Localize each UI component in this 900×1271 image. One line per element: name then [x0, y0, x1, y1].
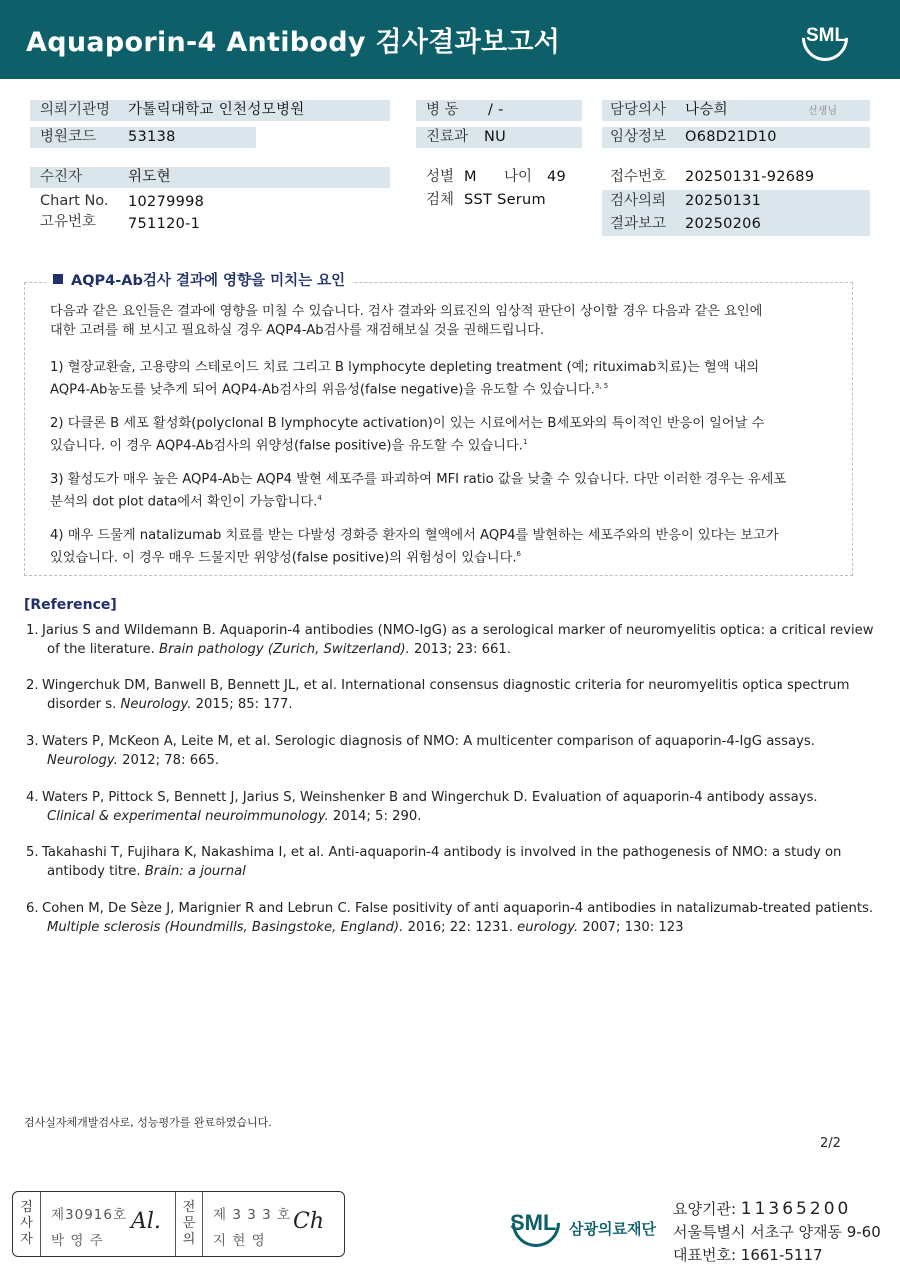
factor-item-4	[50, 526, 850, 567]
reference-item-1	[26, 621, 876, 659]
specimen-value: SST Serum	[464, 192, 546, 208]
factor-item-1	[50, 358, 850, 399]
ref-text: 2016; 22: 1231.	[403, 920, 518, 935]
report-title: Aquaporin-4 Antibody 검사결과보고서	[26, 27, 561, 58]
examiner-label-char: 사	[20, 1216, 33, 1231]
ref-text: 2014; 5: 290.	[328, 809, 422, 824]
phone-label: 대표번호:	[673, 1246, 737, 1264]
ref-number: 6.	[26, 901, 39, 916]
age-value: 49	[547, 169, 567, 185]
chart-label: Chart No.	[40, 193, 109, 209]
item2-line-1: 2) 다클론 B 세포 활성화(polyclonal B lymphocyte activation)이 있는 시료에서는 B세포와의 특이적인 반응이 일어날 수	[50, 416, 765, 431]
hospital-code-value: 53138	[128, 129, 176, 145]
validation-note: 검사실자체개발검사로, 성능평가를 완료하였습니다.	[24, 1116, 272, 1129]
reference-item-5	[26, 843, 876, 881]
ref-text: 2007; 130: 123	[578, 920, 684, 935]
item3-sup: 4	[317, 494, 322, 502]
factor-item-2	[50, 414, 850, 455]
ref-line: Waters P, Pittock S, Bennett J, Jarius S, Weinshenker B and Wingerchuk D. Evaluation of aquaporin-4 antibody assays.	[42, 790, 818, 805]
signature-box	[12, 1191, 345, 1257]
report-value: 20250206	[685, 216, 762, 232]
item2-sup: 1	[522, 438, 528, 446]
care-number: 11365200	[740, 1199, 852, 1219]
item4-line-2: 있었습니다. 이 경우 매우 드물지만 위양성(false positive)의 위험성이 있습니다.	[50, 550, 517, 566]
specialist-signature: Ch	[293, 1209, 325, 1234]
department-value: NU	[484, 129, 507, 145]
ref-journal: Brain pathology (Zurich, Switzerland).	[159, 642, 410, 657]
ref-journal: Neurology.	[120, 697, 192, 712]
examiner-label-char: 자	[20, 1232, 33, 1247]
item3-line-2: 분석의 dot plot data에서 확인이 가능합니다.	[50, 494, 318, 510]
care-label: 요양기관:	[673, 1200, 737, 1218]
ref-line: Jarius S and Wildemann B. Aquaporin-4 antibodies (NMO-IgG) as a serological marker of neuromyelitis optica: a critical review	[42, 623, 874, 638]
sex-value: M	[464, 169, 477, 185]
doctor-suffix: 선생님	[808, 106, 837, 117]
ref-number: 1.	[26, 623, 39, 638]
ref-line: Waters P, McKeon A, Leite M, et al. Serologic diagnosis of NMO: A multicenter comparison of aquaporin-4-IgG assays.	[42, 734, 815, 749]
id-label: 고유번호	[40, 214, 97, 230]
reference-item-6	[26, 899, 876, 937]
request-label: 검사의뢰	[610, 193, 667, 209]
foundation-name: 삼광의료재단	[569, 1220, 656, 1238]
intro-line-2: 대한 고려를 해 보시고 필요하실 경우 AQP4-Ab검사를 재검해보실 것을 권해드립니다.	[50, 323, 545, 338]
clinical-value: O68D21D10	[685, 129, 777, 145]
ward-label: 병 동	[426, 102, 459, 118]
hospital-code-label: 병원코드	[40, 129, 97, 145]
patient-bar	[30, 167, 390, 188]
factor-item-3	[50, 470, 850, 511]
reference-item-4	[26, 788, 876, 826]
ref-line: Takahashi T, Fujihara K, Nakashima I, et al. Anti-aquaporin-4 antibody is involved in the pathogenesis of NMO: a study on	[42, 845, 842, 860]
reference-item-2	[26, 676, 876, 714]
specimen-label: 검체	[426, 192, 455, 208]
specialist-label-char: 전	[182, 1200, 196, 1215]
sex-label: 성별	[426, 169, 455, 185]
reference-title: [Reference]	[24, 597, 117, 613]
specialist-label-char: 문	[182, 1216, 196, 1231]
intro-line-1: 다음과 같은 요인들은 결과에 영향을 미칠 수 있습니다. 검사 결과와 의료진의 임상적 판단이 상이할 경우 다음과 같은 요인에	[50, 304, 763, 319]
ref-text: disorder s.	[47, 697, 121, 712]
ref-line: Cohen M, De Sèze J, Marignier R and Lebrun C. False positivity of anti aquaporin-4 antibodies in natalizumab-treated patients.	[42, 901, 874, 916]
chart-value: 10279998	[128, 194, 205, 210]
ref-text: of the literature.	[47, 642, 160, 657]
examiner-label-char: 검	[20, 1200, 33, 1215]
foundation-logo-text: SML	[510, 1210, 557, 1235]
ref-journal: Multiple sclerosis (Houndmills, Basingstoke, England).	[47, 920, 404, 935]
item1-line-2: AQP4-Ab농도를 낮추게 되어 AQP4-Ab검사의 위음성(false negative)을 유도할 수 있습니다.	[50, 382, 595, 398]
reference-item-3	[26, 732, 876, 770]
item2-line-2: 있습니다. 이 경우 AQP4-Ab검사의 위양성(false positive)을 유도할 수 있습니다.	[50, 438, 523, 454]
report-label: 결과보고	[610, 216, 667, 232]
square-bullet-icon	[53, 274, 63, 284]
specialist-label-char: 의	[182, 1232, 196, 1247]
ref-number: 4.	[26, 790, 39, 805]
patient-label: 수진자	[40, 169, 83, 185]
department-label: 진료과	[426, 129, 469, 145]
examiner-license: 제30916호	[51, 1207, 128, 1223]
phone-number: 1661-5117	[740, 1246, 823, 1264]
request-value: 20250131	[685, 193, 762, 209]
ref-journal: Neurology.	[47, 753, 118, 768]
specialist-name: 지 현 영	[213, 1233, 266, 1249]
ref-journal: Clinical & experimental neuroimmunology.	[47, 809, 329, 824]
item4-line-1: 4) 매우 드물게 natalizumab 치료를 받는 다발성 경화증 환자의 혈액에서 AQP4를 발현하는 세포주와의 반응이 있다는 보고가	[50, 528, 779, 543]
ref-text: 2012; 78: 665.	[117, 753, 220, 768]
ref-number: 2.	[26, 678, 39, 693]
ref-journal: Brain: a journal	[144, 864, 246, 879]
receipt-label: 접수번호	[610, 169, 667, 185]
ref-text: 2013; 23: 661.	[409, 642, 511, 657]
item3-line-1: 3) 활성도가 매우 높은 AQP4-Ab는 AQP4 발현 세포주를 파괴하여 MFI ratio 값을 낮출 수 있습니다. 다만 이러한 경우는 유세포	[50, 472, 787, 487]
specialist-license: 제 3 3 3 호	[213, 1207, 292, 1223]
page-number: 2/2	[820, 1136, 841, 1151]
institution-label: 의뢰기관명	[40, 102, 111, 118]
examiner-name: 박 영 주	[51, 1233, 104, 1249]
specialist-label	[175, 1192, 203, 1256]
clinical-label: 임상정보	[610, 129, 667, 145]
institution-value: 가톨릭대학교 인천성모병원	[128, 102, 305, 118]
ward-value: / -	[488, 102, 504, 118]
ref-text: antibody titre.	[47, 864, 145, 879]
ref-journal: eurology.	[517, 920, 579, 935]
phone	[673, 1244, 823, 1265]
report-header	[0, 0, 900, 79]
address: 서울특별시 서초구 양재동 9-60	[673, 1223, 881, 1241]
ref-number: 3.	[26, 734, 39, 749]
doctor-label: 담당의사	[610, 102, 667, 118]
factors-intro	[50, 302, 850, 340]
item1-sup: 3, 5	[594, 382, 609, 390]
doctor-value: 나승희	[685, 102, 728, 118]
factors-title-text: AQP4-Ab검사 결과에 영향을 미치는 요인	[71, 273, 346, 289]
care-institution-number	[673, 1198, 851, 1219]
factors-title	[46, 269, 352, 290]
sml-logo-text: SML	[805, 25, 847, 46]
examiner-label	[13, 1192, 41, 1256]
ref-number: 5.	[26, 845, 39, 860]
ref-line: Wingerchuk DM, Banwell B, Bennett JL, et al. International consensus diagnostic criteria for neuromyelitis optica spectrum	[42, 678, 850, 693]
ref-text: 2015; 85: 177.	[191, 697, 293, 712]
examiner-signature: Al.	[131, 1209, 161, 1234]
item1-line-1: 1) 혈장교환술, 고용량의 스테로이드 치료 그리고 B lymphocyte depleting treatment (예; rituximab치료)는 혈액 내의	[50, 360, 760, 375]
patient-value: 위도현	[128, 169, 171, 185]
age-label: 나이	[504, 169, 533, 185]
id-value: 751120-1	[128, 216, 201, 232]
receipt-value: 20250131-92689	[685, 169, 815, 185]
item4-sup: 6	[516, 550, 521, 558]
